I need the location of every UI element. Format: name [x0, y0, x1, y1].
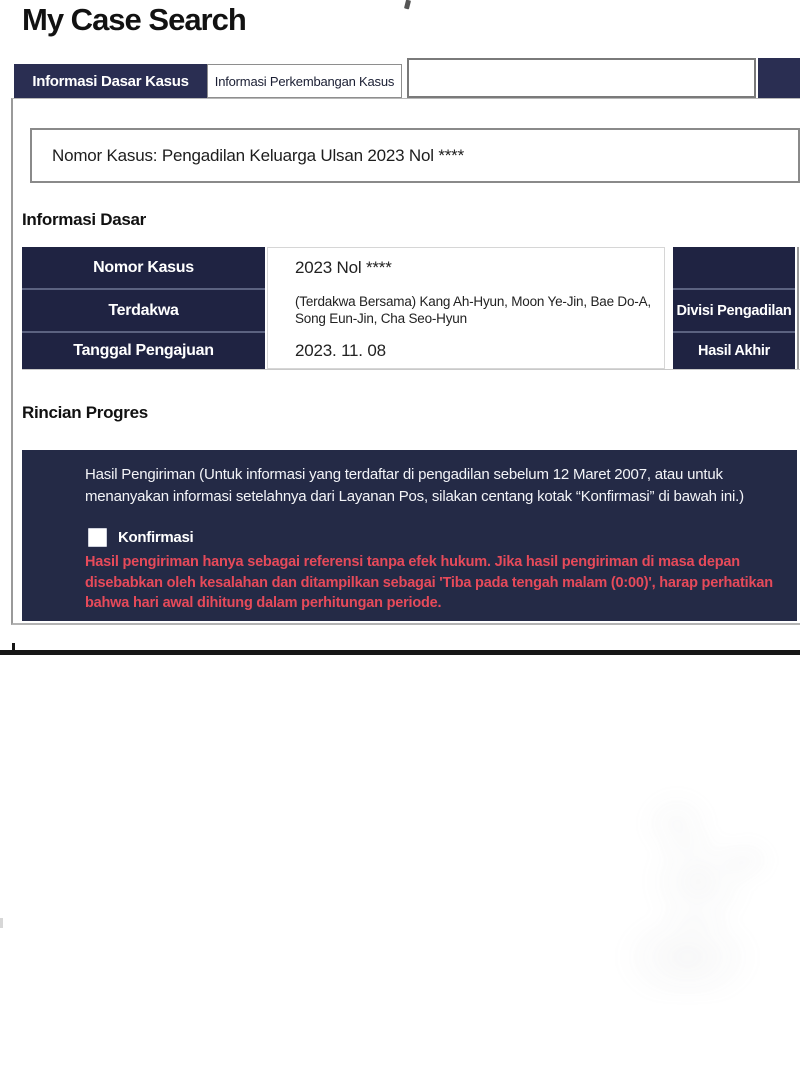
table-value-nomor-kasus: 2023 Nol **** — [295, 257, 392, 277]
progress-heading: Rincian Progres — [22, 403, 148, 422]
page-title: My Case Search — [22, 2, 246, 37]
case-search-field[interactable] — [407, 58, 756, 98]
scan-artifact-mark — [404, 0, 411, 9]
tab-informasi-perkembangan-kasus[interactable]: Informasi Perkembangan Kasus — [207, 64, 402, 98]
table-right-border — [797, 247, 799, 369]
legal-warning-text: Hasil pengiriman hanya sebagai referensi tanpa efek hukum. Jika hasil pengiriman di masa depan disebabkan oleh kesalahan dan ditampilkan sebagai 'Tiba pada tengah malam (0:00)', harap perhatikan bahwa hari awal dihitung dalam perhitungan periode. — [85, 554, 773, 611]
table-value-terdakwa: (Terdakwa Bersama) Kang Ah-Hyun, Moon Ye-Jin, Bae Do-A, Song Eun-Jin, Cha Seo-Hyun — [295, 294, 651, 326]
tab-informasi-dasar-kasus[interactable]: Informasi Dasar Kasus — [14, 64, 207, 98]
table-label-nomor-kasus: Nomor Kasus — [22, 247, 265, 288]
faded-background-smudge — [580, 785, 795, 1000]
delivery-notice-text: Hasil Pengiriman (Untuk informasi yang terdaftar di pengadilan sebelum 12 Maret 2007, atau untuk menanyakan informasi setelahnya dari Layanan Pos, silakan centang kotak “Konfirmasi” di bawah ini.) — [85, 466, 744, 505]
table-label-divisi-pengadilan: Divisi Pengadilan — [673, 290, 795, 331]
table-value-tanggal-pengajuan: 2023. 11. 08 — [295, 341, 386, 360]
search-button[interactable] — [758, 58, 800, 98]
table-label-terdakwa: Terdakwa — [22, 290, 265, 331]
progress-notice-box — [22, 450, 797, 621]
konfirmasi-checkbox-label: Konfirmasi — [118, 529, 194, 546]
panel-divider-line — [0, 650, 800, 655]
case-number-bar: Nomor Kasus: Pengadilan Keluarga Ulsan 2023 Nol **** — [30, 128, 800, 183]
konfirmasi-checkbox[interactable] — [88, 528, 107, 547]
basic-info-heading: Informasi Dasar — [22, 210, 146, 229]
table-right-cell-empty — [673, 247, 795, 288]
table-bottom-border — [22, 369, 800, 370]
basic-info-table — [22, 247, 800, 369]
table-label-tanggal-pengajuan: Tanggal Pengajuan — [22, 333, 265, 369]
scan-artifact-mark — [0, 918, 3, 928]
table-label-hasil-akhir: Hasil Akhir — [673, 333, 795, 369]
